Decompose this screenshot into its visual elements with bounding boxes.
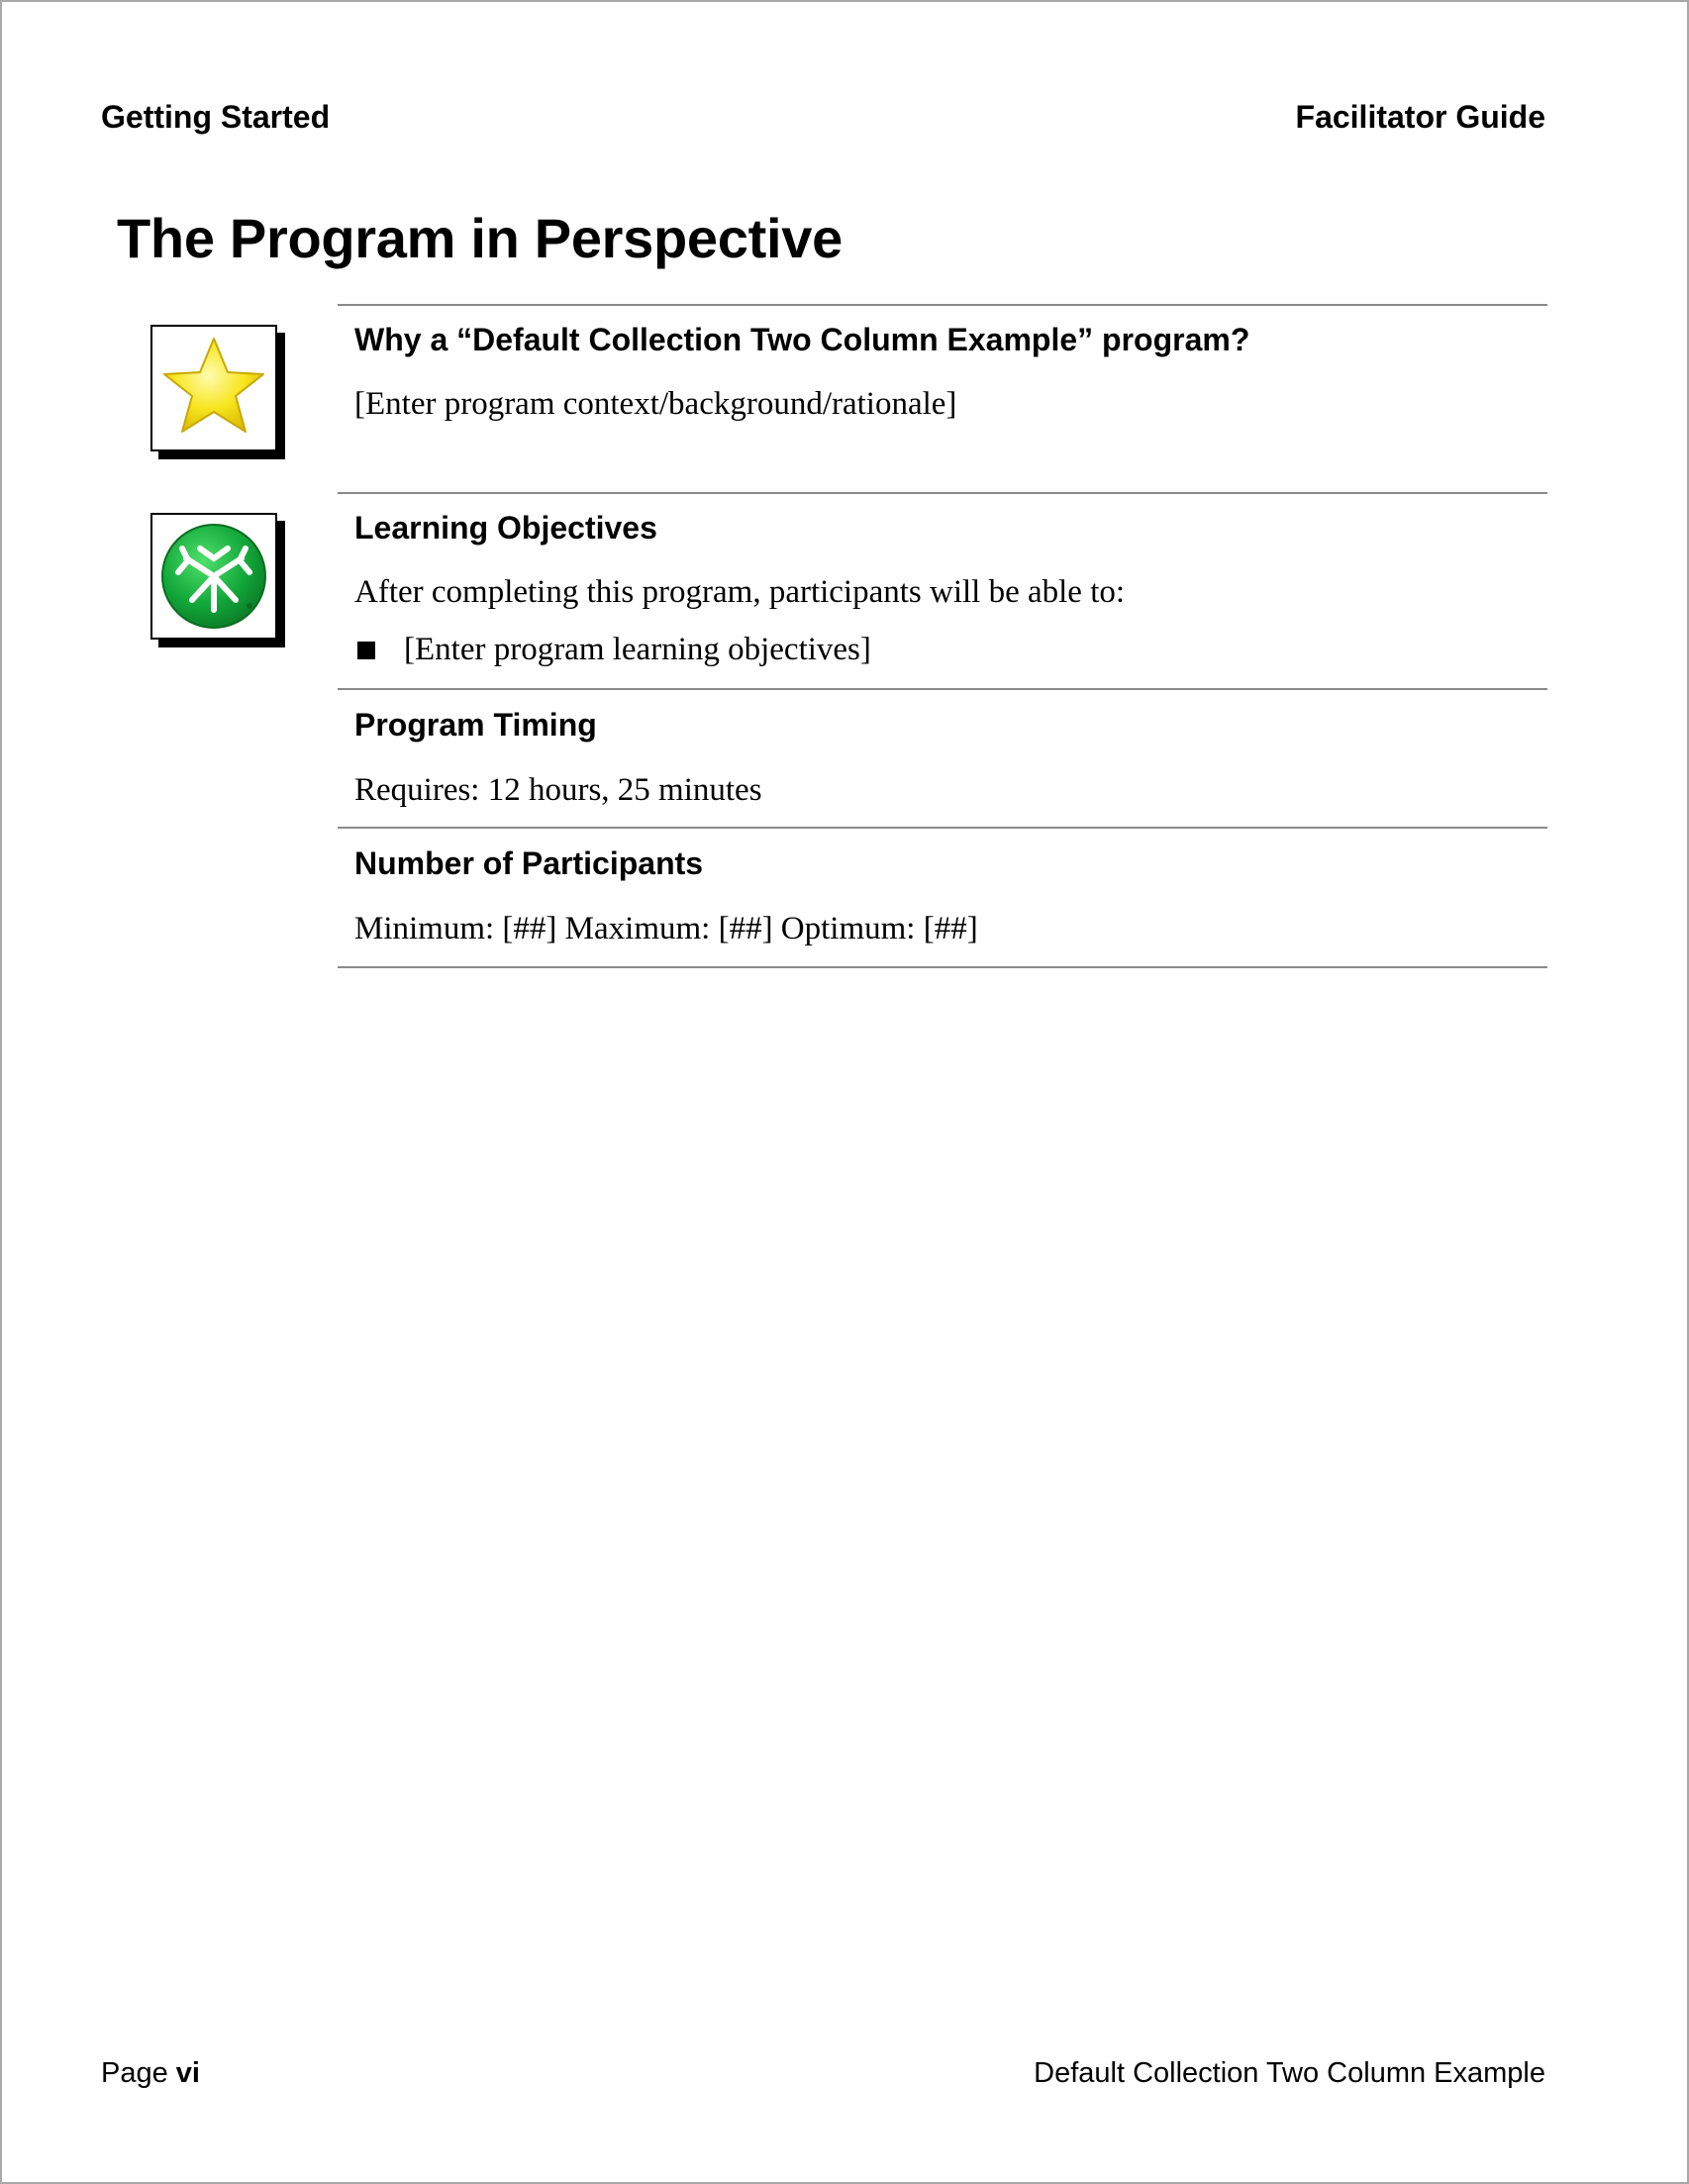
star-icon bbox=[152, 327, 275, 449]
footer-page-number bbox=[101, 2057, 200, 2090]
objectives-target-icon bbox=[152, 515, 275, 638]
objectives-heading: Learning Objectives bbox=[354, 510, 657, 546]
bullet-square-icon bbox=[357, 642, 375, 659]
timing-heading: Program Timing bbox=[354, 707, 597, 743]
footer-page-value: vi bbox=[175, 2057, 200, 2089]
page-title: The Program in Perspective bbox=[117, 207, 843, 269]
star-icon-frame bbox=[150, 325, 277, 451]
objectives-intro: After completing this program, participants will be able to: bbox=[354, 574, 1126, 610]
objectives-icon-frame bbox=[150, 513, 277, 640]
section-divider bbox=[338, 827, 1547, 829]
running-header-section: Getting Started bbox=[101, 99, 331, 135]
section-divider bbox=[338, 492, 1547, 494]
participants-body: Minimum: [##] Maximum: [##] Optimum: [##] bbox=[354, 911, 978, 946]
participants-heading: Number of Participants bbox=[354, 845, 704, 881]
footer-document-title: Default Collection Two Column Example bbox=[1034, 2057, 1545, 2089]
rationale-heading: Why a “Default Collection Two Column Example” program? bbox=[354, 322, 1250, 357]
running-header-guide-title: Facilitator Guide bbox=[1295, 99, 1545, 135]
rationale-body: [Enter program context/background/rationale] bbox=[354, 386, 957, 422]
timing-body: Requires: 12 hours, 25 minutes bbox=[354, 772, 762, 808]
section-divider bbox=[338, 688, 1547, 690]
section-divider bbox=[338, 966, 1547, 968]
footer-page-label: Page bbox=[101, 2057, 168, 2089]
objectives-bullet-item: [Enter program learning objectives] bbox=[404, 632, 871, 667]
section-divider bbox=[338, 304, 1547, 306]
